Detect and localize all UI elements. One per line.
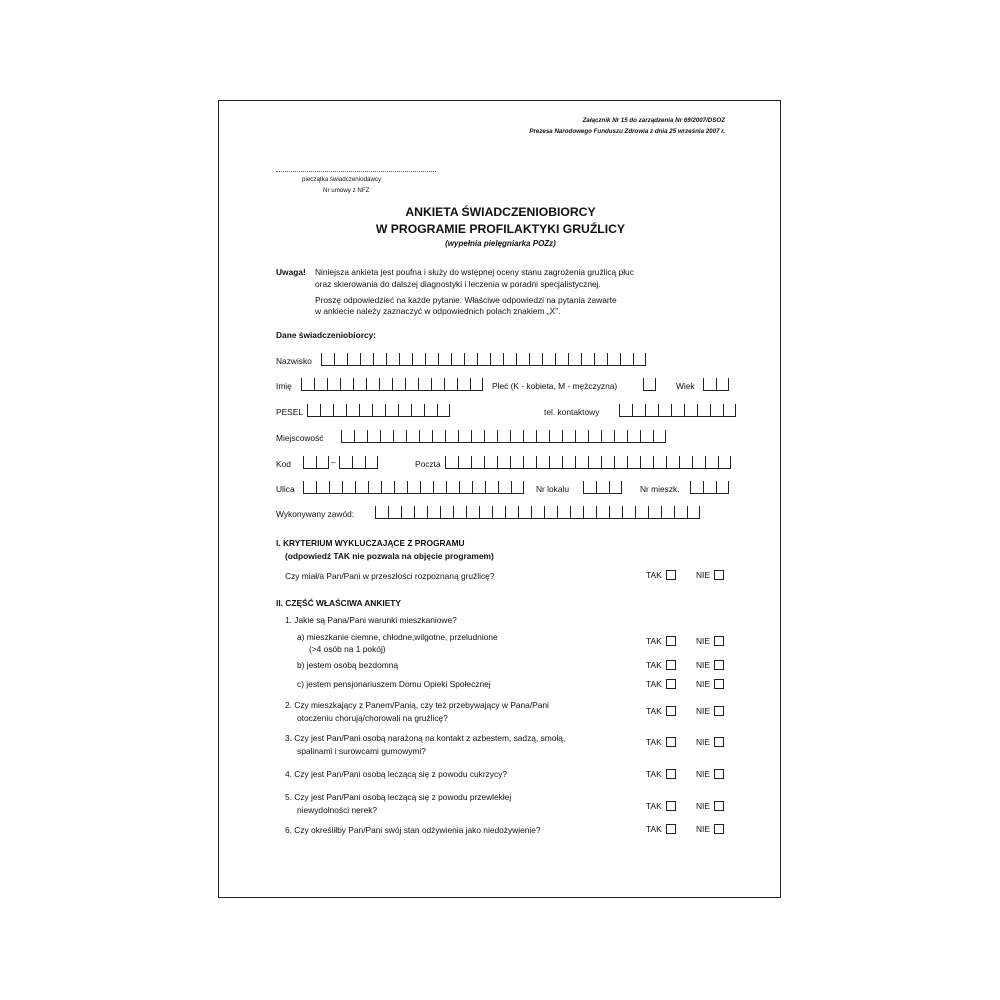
yes-checkbox[interactable]	[666, 824, 676, 834]
question-5-line-1: 5. Czy jest Pan/Pani osobą leczącą się z powodu przewlekłej	[285, 792, 512, 802]
question-5-line-2: niewydolności nerek?	[297, 805, 378, 815]
question-1c-yes[interactable]	[646, 679, 676, 689]
question-1a-yes[interactable]	[646, 636, 676, 646]
no-label: NIE	[696, 660, 710, 670]
yes-checkbox[interactable]	[666, 570, 676, 580]
postal-code-field-1[interactable]	[303, 456, 329, 469]
post-label: Poczta	[415, 459, 441, 469]
form-subtitle: (wypełnia pielęgniarka POZz)	[445, 239, 556, 248]
question-4: 4. Czy jest Pan/Pani osobą leczącą się z powodu cukrzycy?	[285, 769, 508, 779]
age-label: Wiek	[676, 381, 695, 391]
postal-code-dash: –	[331, 457, 336, 467]
sex-label: Płeć (K - kobieta, M - mężczyzna)	[492, 381, 618, 391]
yes-label: TAK	[646, 679, 662, 689]
question-4-no[interactable]	[696, 769, 724, 779]
age-field[interactable]	[703, 378, 729, 391]
question-2-line-2: otoczeniu chorują/chorowali na gruźlicę?	[297, 713, 448, 723]
yes-label: TAK	[646, 801, 662, 811]
stamp-dotted-line	[276, 171, 436, 172]
question-1a-no[interactable]	[696, 636, 724, 646]
no-checkbox[interactable]	[714, 706, 724, 716]
no-checkbox[interactable]	[714, 570, 724, 580]
flat-number-field[interactable]	[690, 481, 729, 494]
question-1c-no[interactable]	[696, 679, 724, 689]
question-1c: c) jestem pensjonariuszem Domu Opieki Społecznej	[297, 679, 491, 689]
no-label: NIE	[696, 801, 710, 811]
postal-code-field-2[interactable]	[339, 456, 378, 469]
question-6-no[interactable]	[696, 824, 724, 834]
job-field[interactable]	[375, 506, 700, 519]
yes-label: TAK	[646, 660, 662, 670]
yes-label: TAK	[646, 769, 662, 779]
section-1-yes[interactable]	[646, 570, 676, 580]
yes-label: TAK	[646, 824, 662, 834]
question-1b-no[interactable]	[696, 660, 724, 670]
job-label: Wykonywany zawód:	[276, 509, 355, 519]
annex-line-1: Załącznik Nr 15 do zarządzenia Nr 69/2007/DSOZ	[582, 117, 725, 124]
question-2-yes[interactable]	[646, 706, 676, 716]
no-label: NIE	[696, 737, 710, 747]
yes-checkbox[interactable]	[666, 769, 676, 779]
form-title-line-1: ANKIETA ŚWIADCZENIOBIORCY	[405, 205, 596, 219]
note-text-4: w ankiecie należy zaznaczyć w odpowiednich polach znakiem „X”.	[315, 306, 561, 316]
phone-label: tel. kontaktowy	[544, 407, 600, 417]
question-6-yes[interactable]	[646, 824, 676, 834]
local-number-field[interactable]	[583, 481, 622, 494]
no-checkbox[interactable]	[714, 737, 724, 747]
yes-label: TAK	[646, 570, 662, 580]
flat-number-label: Nr mieszk.	[640, 484, 680, 494]
yes-checkbox[interactable]	[666, 737, 676, 747]
patient-heading: Dane świadczeniobiorcy:	[276, 330, 377, 340]
question-1b-yes[interactable]	[646, 660, 676, 670]
post-field[interactable]	[445, 456, 731, 469]
phone-field[interactable]	[619, 404, 736, 417]
yes-label: TAK	[646, 706, 662, 716]
note-text-2: oraz skierowania do dalszej diagnostyki i leczenia w poradni specjalistycznej.	[315, 279, 601, 289]
question-1a-line-2: (>4 osób na 1 pokój)	[309, 644, 386, 654]
surname-field[interactable]	[321, 353, 646, 366]
no-label: NIE	[696, 824, 710, 834]
sex-field[interactable]	[643, 378, 656, 391]
question-2-line-1: 2. Czy mieszkający z Panem/Panią, czy też przebywający w Pana/Pani	[285, 700, 549, 710]
no-checkbox[interactable]	[714, 801, 724, 811]
section-1-question: Czy miał/a Pan/Pani w przeszłości rozpoznaną gruźlicę?	[285, 571, 495, 581]
yes-checkbox[interactable]	[666, 636, 676, 646]
name-field[interactable]	[301, 378, 483, 391]
question-5-yes[interactable]	[646, 801, 676, 811]
yes-checkbox[interactable]	[666, 660, 676, 670]
street-label: Ulica	[276, 484, 295, 494]
contract-label: Nr umowy z NFZ	[323, 187, 370, 194]
no-checkbox[interactable]	[714, 636, 724, 646]
yes-checkbox[interactable]	[666, 801, 676, 811]
no-label: NIE	[696, 679, 710, 689]
name-label: Imię	[276, 381, 292, 391]
form-page	[218, 100, 781, 898]
section-1-no[interactable]	[696, 570, 724, 580]
yes-label: TAK	[646, 737, 662, 747]
no-checkbox[interactable]	[714, 769, 724, 779]
city-label: Miejscowość	[276, 433, 324, 443]
yes-checkbox[interactable]	[666, 679, 676, 689]
yes-checkbox[interactable]	[666, 706, 676, 716]
street-field[interactable]	[303, 481, 524, 494]
question-3-no[interactable]	[696, 737, 724, 747]
yes-label: TAK	[646, 636, 662, 646]
note-text-1: Niniejsza ankieta jest poufna i służy do wstępnej oceny stanu zagrożenia gruźlicą płuc	[315, 267, 634, 277]
question-3-yes[interactable]	[646, 737, 676, 747]
pesel-label: PESEL	[276, 407, 304, 417]
question-1b: b) jestem osobą bezdomną	[297, 660, 399, 670]
pesel-field[interactable]	[307, 404, 450, 417]
no-label: NIE	[696, 769, 710, 779]
question-2-no[interactable]	[696, 706, 724, 716]
annex-line-2: Prezesa Narodowego Funduszu Zdrowia z dnia 25 września 2007 r.	[529, 128, 725, 135]
form-title-line-2: W PROGRAMIE PROFILAKTYKI GRUŹLICY	[375, 222, 626, 236]
no-checkbox[interactable]	[714, 660, 724, 670]
section-1-heading: I. KRYTERIUM WYKLUCZAJĄCE Z PROGRAMU	[276, 538, 465, 548]
question-4-yes[interactable]	[646, 769, 676, 779]
no-label: NIE	[696, 570, 710, 580]
question-1a-line-1: a) mieszkanie ciemne, chłodne,wilgotne, przeludnione	[297, 632, 498, 642]
note-text-3: Proszę odpowiedzieć na każde pytanie. Właściwe odpowiedzi na pytania zawarte	[315, 295, 617, 305]
section-2-heading: II. CZĘŚĆ WŁAŚCIWA ANKIETY	[276, 598, 402, 608]
note-label: Uwaga!	[276, 267, 306, 277]
local-number-label: Nr lokalu	[536, 484, 570, 494]
code-label: Kod	[276, 459, 291, 469]
no-label: NIE	[696, 636, 710, 646]
question-3-line-1: 3. Czy jest Pan/Pani osobą narażoną na kontakt z azbestem, sadzą, smołą,	[285, 733, 566, 743]
question-1: 1. Jakie są Pana/Pani warunki mieszkaniowe?	[285, 615, 457, 625]
surname-label: Nazwisko	[276, 356, 312, 366]
no-label: NIE	[696, 706, 710, 716]
section-1-subheading: (odpowiedź TAK nie pozwala na objęcie programem)	[285, 551, 494, 561]
no-checkbox[interactable]	[714, 679, 724, 689]
question-5-no[interactable]	[696, 801, 724, 811]
stamp-label: pieczątka świadczeniodawcy	[302, 176, 382, 183]
question-3-line-2: spalinami i surowcami gumowymi?	[297, 746, 426, 756]
question-6: 6. Czy określiłby Pan/Pani swój stan odżywienia jako niedożywienie?	[285, 825, 541, 835]
no-checkbox[interactable]	[714, 824, 724, 834]
city-field[interactable]	[341, 430, 666, 443]
